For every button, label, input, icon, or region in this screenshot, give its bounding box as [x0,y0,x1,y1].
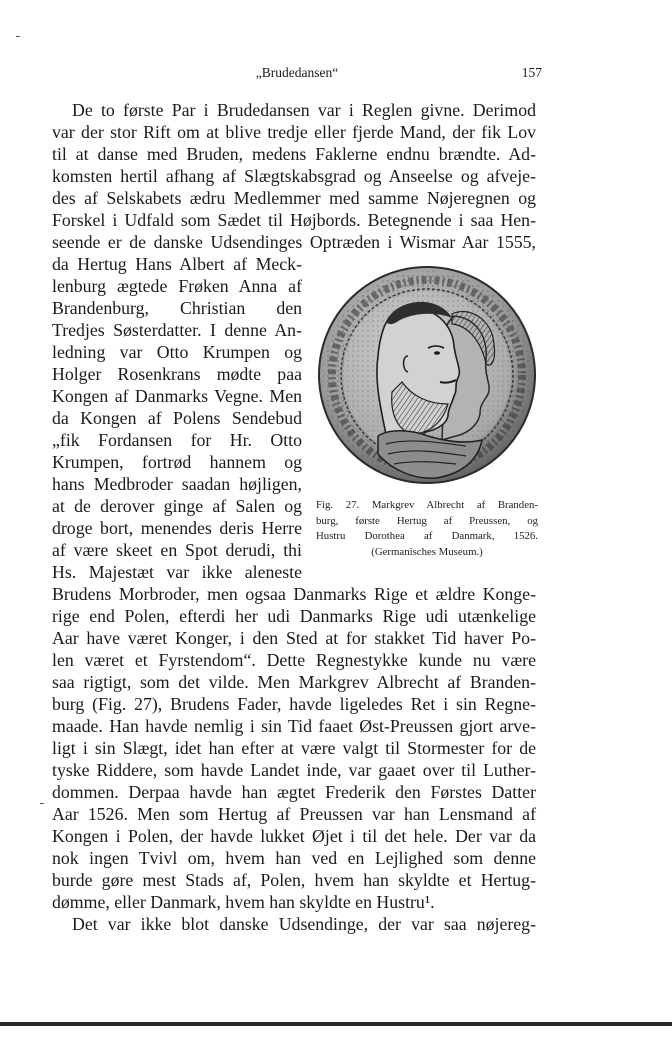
text-line: burg (Fig. 27), Brudens Fader, havde ligeledes Ret i sin Regne- [52,694,536,714]
text-line: saa rigtigt, som det vilde. Men Markgrev Albrecht af Branden- [52,672,536,692]
text-line: droge bort, menendes deris Herre [52,518,302,538]
text-line: tyske Riddere, som havde Landet inde, var gaaet over til Luther- [52,760,536,780]
medallion-figure [316,264,538,486]
caption-line: Hustru Dorothea af Danmark, 1526. [316,530,538,542]
text-line: Kongen af Danmarks Vegne. Men [52,386,302,406]
text-line: Aar 1526. Men som Hertug af Preussen var han Lensmand af [52,804,536,824]
text-line: Forskel i Udfald som Sædet til Højbords. Betegnende i saa Hen- [52,210,536,230]
caption-line: (Germanisches Museum.) [371,545,483,558]
text-line: komsten hertil afhang af Slægtskabsgrad og Anseelse og afveje- [52,166,536,186]
text-line: Krumpen, fortrød hannem og [52,452,302,472]
text-line: var der stor Rift om at blive tredje eller fjerde Mand, der fik Lov [52,122,536,142]
text-line: Tredjes Søsterdatter. I denne An- [52,320,302,340]
text-line: des af Selskabets ædru Medlemmer med samme Nøjeregnen og [52,188,536,208]
text-line: ligt i sin Slægt, idet han efter at være valgt til Stormester for de [52,738,536,758]
text-line: nok ingen Tvivl om, hvem han ved en Lejlighed som denne [52,848,536,868]
text-line: at de derover ginge af Salen og [52,496,302,516]
figure-caption [316,498,538,560]
text-line: Brudens Morbroder, men ogsaa Danmarks Rige et ældre Konge- [52,584,536,604]
text-line: Holger Rosenkrans mødte paa [52,364,302,384]
page-number: 157 [521,65,542,80]
text-line: Kongen i Polen, der havde lukket Øjet i til det hele. Der var da [52,826,536,846]
text-line: da Kongen af Polens Sendebud [52,408,302,428]
running-head [52,65,542,83]
margin-mark [16,36,20,37]
caption-line: burg, første Hertug af Preussen, og [316,514,538,527]
text-line: len været et Fyrstendom“. Dette Regnestykke kunde nu være [52,650,536,670]
page-edge-rule [0,1022,672,1026]
text-line: ledning var Otto Krumpen og [52,342,302,362]
text-line: Brandenburg, Christian den [52,298,302,318]
text-line: Det var ikke blot danske Udsendinge, der var saa nøjereg- [72,914,536,934]
text-line: burde gøre mest Stads af, Polen, hvem han skyldte et Hertug- [52,870,536,890]
text-line: hans Medbroder saadan højligen, [52,474,302,494]
text-line: rige end Polen, efterdi her udi Danmarks Rige udi utænkelige [52,606,536,626]
text-line: dømme, eller Danmark, hvem han skyldte en Hustru¹. [52,892,435,912]
text-line: De to første Par i Brudedansen var i Reglen givne. Derimod [72,100,536,120]
margin-mark [40,803,44,804]
caption-line: Fig. 27. Markgrev Albrecht af Branden- [316,499,538,511]
text-line: seende er de danske Udsendinges Optræden i Wismar Aar 1555, [52,232,536,252]
text-line: til at danse med Bruden, medens Faklerne endnu brændte. Ad- [52,144,536,164]
text-line: da Hertug Hans Albert af Meck- [52,254,302,274]
text-line: „fik Fordansen for Hr. Otto [52,430,302,450]
text-line: maade. Han havde nemlig i sin Tid faaet Øst-Preussen gjort arve- [52,716,536,736]
text-line: dommen. Derpaa havde han ægtet Frederik den Førstes Datter [52,782,536,802]
text-line: af være skeet en Spot derudi, thi [52,540,302,560]
running-title: „Brudedansen“ [255,65,339,80]
text-line: Aar have været Konger, i den Sted at for stakket Tid haver Po- [52,628,536,648]
text-line: lenburg ægtede Frøken Anna af [52,276,302,296]
text-line: Hs. Majestæt var ikke aleneste [52,562,302,582]
